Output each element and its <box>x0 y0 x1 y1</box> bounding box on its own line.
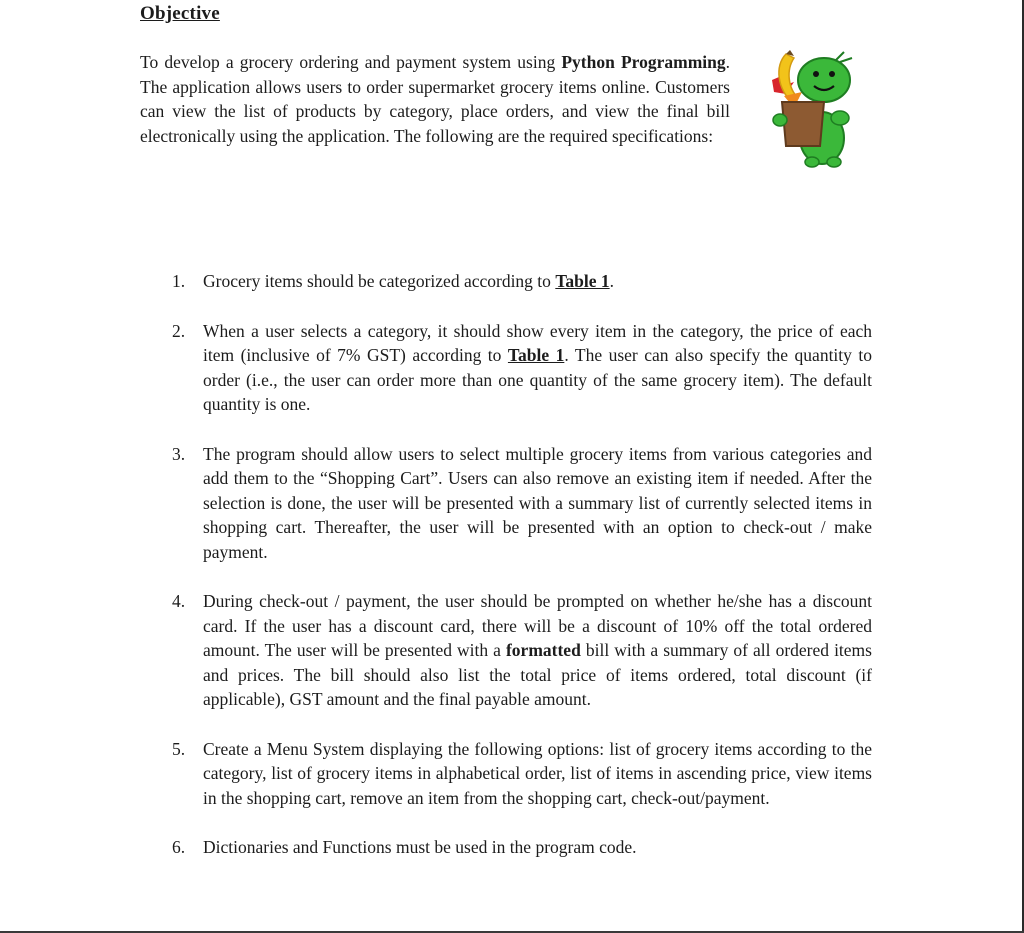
requirement-number: 1. <box>172 271 186 291</box>
requirement-text: During check-out / payment, the user should be prompted on whether he/she has a discount card. If the user has a discount card, there will be a discount of 10% off the total ordered amount. The user will be presented with a <box>203 591 872 660</box>
requirement-number: 5. <box>172 738 186 759</box>
intro-bold-python: Python Programming <box>561 52 726 72</box>
requirement-text: Grocery items should be categorized according to <box>203 271 556 291</box>
requirement-item <box>172 835 872 860</box>
requirement-item <box>172 442 872 565</box>
table-1-reference: Table 1 <box>507 345 565 365</box>
requirement-item <box>172 589 872 712</box>
requirement-bold-formatted: formatted <box>505 640 581 660</box>
section-heading: Objective <box>140 3 220 24</box>
requirement-text: . The user can also specify the quantity to order (i.e., the user can order more than one quantity of the same grocery item). The default quantity is one. <box>203 345 873 414</box>
requirement-text: bill with a summary of all ordered items and prices. The bill should also list the total price of items ordered, total discount (if applicable), GST amount and the final payable amount. <box>203 640 872 709</box>
requirement-text: The program should allow users to select multiple grocery items from various categories and add them to the “Shopping Cart”. Users can also remove an existing item if needed. After the selection is done, the user will be presented with a summary list of currently selected items in shopping cart. Thereafter, the user will be presented with an option to check-out / make payment. <box>203 443 872 562</box>
requirement-number: 3. <box>172 443 186 464</box>
requirement-text: . <box>609 271 614 291</box>
requirement-text: When a user selects a category, it should show every item in the category, the price of each item (inclusive of 7% GST) according to <box>203 320 872 365</box>
table-1-reference: Table 1 <box>555 271 610 291</box>
intro-text-2: . The application allows users to order supermarket grocery items online. Customers can view the list of products by category, place orders, and view the final bill electronically using the application. The following are the required specifications: <box>140 52 730 146</box>
grocery-mascot-icon <box>764 46 860 170</box>
requirement-item <box>172 737 872 811</box>
intro-paragraph <box>140 50 730 148</box>
intro-text-1: To develop a grocery ordering and payment system using <box>140 52 562 72</box>
requirement-item <box>172 269 872 294</box>
requirement-text: Create a Menu System displaying the following options: list of grocery items according to the category, list of grocery items in alphabetical order, list of items in ascending price, view items in the shopping cart, remove an item from the shopping cart, check-out/payment. <box>203 738 872 808</box>
requirement-number: 4. <box>172 591 186 611</box>
requirements-list <box>172 269 872 860</box>
requirement-text: Dictionaries and Functions must be used in the program code. <box>203 837 637 857</box>
requirement-number: 6. <box>172 837 186 857</box>
requirement-item <box>172 319 872 417</box>
requirement-number: 2. <box>172 320 186 341</box>
